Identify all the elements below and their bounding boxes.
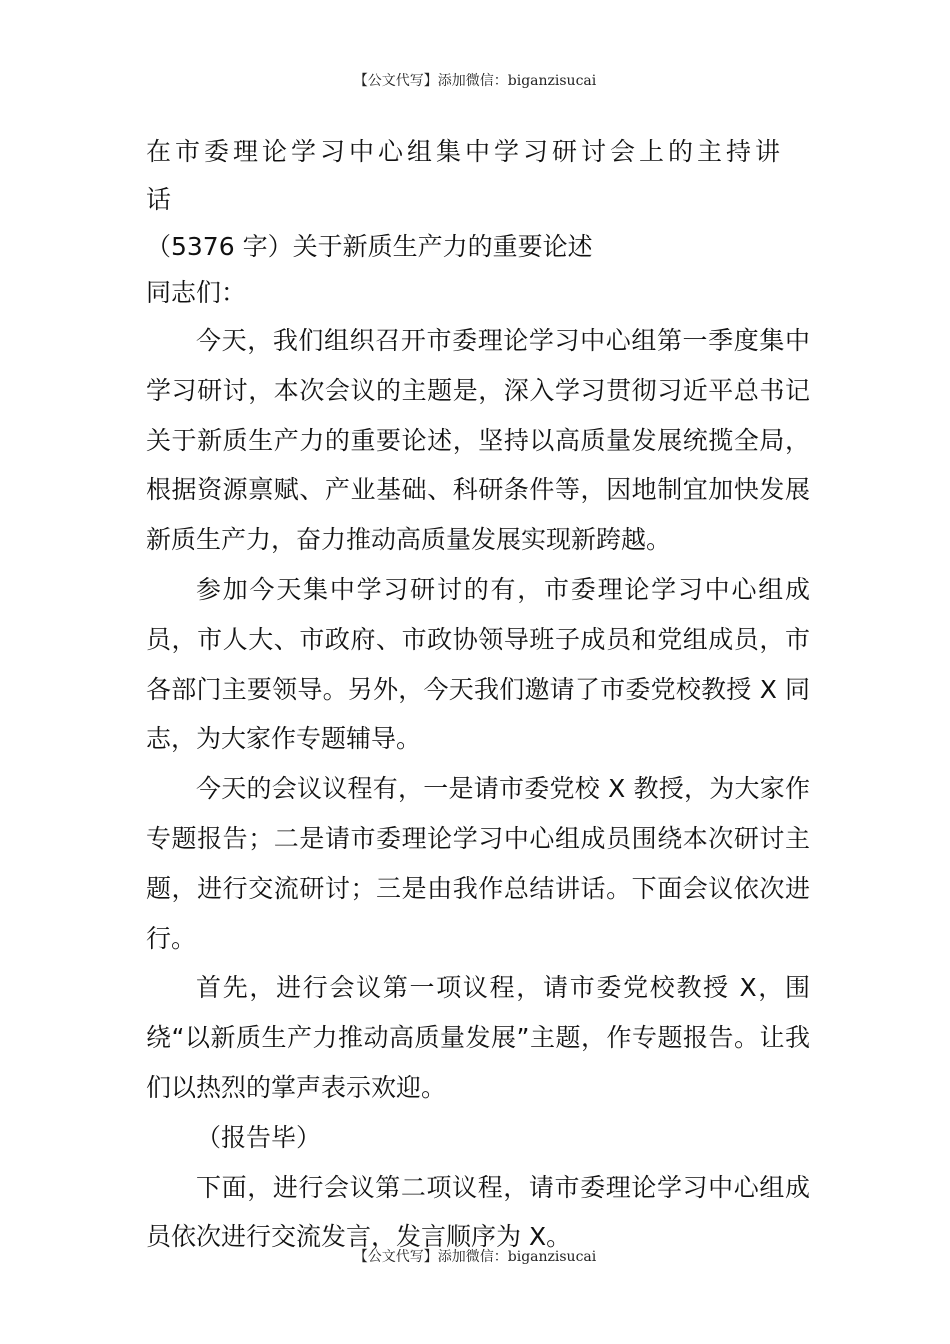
header-note: 【公文代写】添加微信：biganzisucai bbox=[353, 73, 597, 89]
paragraph-attendees: 参加今天集中学习研讨的有，市委理论学习中心组成员，市人大、市政府、市政协领导班子成员和党组成员，市各部门主要领导。另外，今天我们邀请了市委党校教授 X 同志，为大家作专题辅导。 bbox=[146, 574, 810, 754]
paragraph-second-item: 下面，进行会议第二项议程，请市委理论学习中心组成员依次进行交流发言，发言顺序为 X。 bbox=[146, 1172, 810, 1252]
paragraph-opening: 今天，我们组织召开市委理论学习中心组第一季度集中学习研讨，本次会议的主题是，深入学习贯彻习近平总书记关于新质生产力的重要论述，坚持以高质量发展统揽全局，根据资源禀赋、产业基础、科研条件等，因地制宜加快发展新质生产力，奋力推动高质量发展实现新跨越。 bbox=[146, 326, 810, 555]
footer-note: 【公文代写】添加微信：biganzisucai bbox=[353, 1249, 597, 1265]
document-title bbox=[146, 128, 810, 270]
title-line-1: 在市委理论学习中心组集中学习研讨会上的主持讲话 bbox=[146, 137, 785, 214]
salutation: 同志们： bbox=[146, 278, 247, 307]
paragraph-first-item: 首先，进行会议第一项议程，请市委党校教授 X，围绕“以新质生产力推动高质量发展”主题，作专题报告。让我们以热烈的掌声表示欢迎。 bbox=[146, 973, 810, 1102]
paragraph-report-end: （报告毕） bbox=[196, 1122, 322, 1152]
document-body bbox=[146, 128, 810, 1262]
paragraph-agenda: 今天的会议议程有，一是请市委党校 X 教授，为大家作专题报告；二是请市委理论学习中心组成员围绕本次研讨主题，进行交流研讨；三是由我作总结讲话。下面会议依次进行。 bbox=[146, 774, 810, 953]
title-line-2: （5376 字）关于新质生产力的重要论述 bbox=[146, 232, 593, 261]
